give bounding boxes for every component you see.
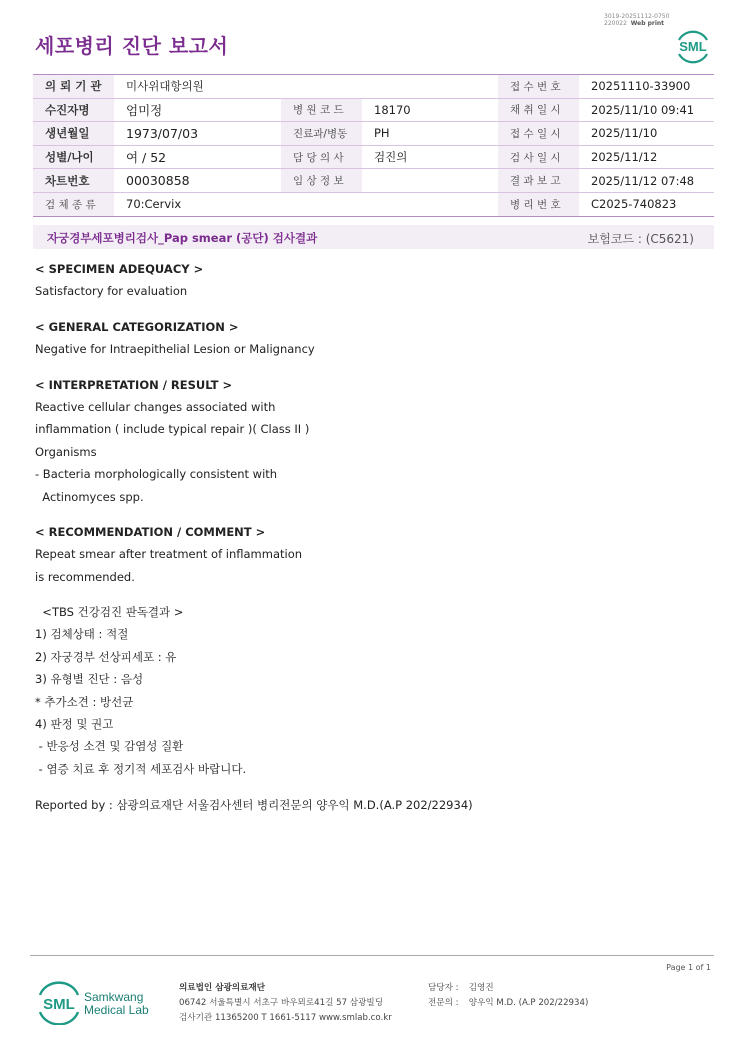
samkwang-logo-icon: [36, 981, 156, 1025]
label-birth-date: 생년월일: [33, 122, 114, 146]
interpretation-line: Reactive cellular changes associated with: [35, 399, 276, 414]
value-pathology-number: C2025-740823: [579, 192, 714, 216]
insurance-code: 보험코드 : (C5621): [587, 232, 694, 246]
label-clinical-info: 임 상 정 보: [281, 169, 362, 193]
value-birth-date: 1973/07/03: [114, 122, 281, 146]
value-physician: 검진의: [362, 145, 498, 169]
report-title: 세포병리 진단 보고서: [35, 34, 229, 58]
page-number: Page 1 of 1: [666, 963, 711, 972]
test-name: 자궁경부세포병리검사_Pap smear (공단) 검사결과: [47, 231, 318, 245]
tbs-line: - 반응성 소견 및 감염성 질환: [35, 739, 184, 754]
org-address: 06742 서울특별시 서초구 바우뫼로41길 57 삼광빌딩: [179, 998, 383, 1008]
specimen-adequacy-header: < SPECIMEN ADEQUACY >: [35, 262, 204, 276]
tbs-line: - 염증 치료 후 정기적 세포검사 바랍니다.: [35, 761, 247, 776]
tbs-line: 3) 유형별 진단 : 음성: [35, 672, 144, 687]
sml-logo-icon: [674, 27, 712, 65]
label-collection-time: 채 취 일 시: [498, 98, 579, 122]
webprint-line1: 3019-20251112-0750: [604, 13, 670, 20]
footer-logo-text: SML: [43, 996, 75, 1013]
footer-logo-name1: Samkwang: [84, 990, 144, 1004]
general-categorization-text: Negative for Intraepithelial Lesion or Malignancy: [35, 342, 315, 357]
label-specimen-type: 검 체 종 류: [33, 192, 114, 216]
label-department: 진료과/병동: [281, 122, 362, 146]
recommendation-header: < RECOMMENDATION / COMMENT >: [35, 524, 266, 539]
table-row: [33, 98, 714, 122]
label-receipt-date: 접 수 일 시: [498, 122, 579, 146]
specialist-label: 전문의 :: [428, 998, 459, 1008]
interpretation-header: < INTERPRETATION / RESULT >: [35, 377, 233, 392]
org-name: 의료법인 삼광의료재단: [179, 983, 266, 993]
table-row: [33, 169, 714, 193]
webprint-tag: Web print: [630, 20, 665, 27]
manager-value: 김영진: [468, 983, 494, 993]
table-row: [33, 122, 714, 146]
tbs-line: 4) 판정 및 권고: [35, 717, 114, 732]
value-clinical-info: [362, 169, 498, 193]
org-contact: 검사기관 11365200 T 1661-5117 www.smlab.co.kr: [179, 1013, 392, 1023]
logo-text: SML: [679, 39, 707, 54]
tbs-line: * 추가소견 : 방선균: [35, 694, 134, 709]
report-body: [35, 258, 715, 817]
interpretation-line: - Bacteria morphologically consistent with: [35, 467, 278, 482]
value-hospital-code: 18170: [362, 98, 498, 122]
web-print-stamp: [604, 13, 669, 27]
label-accession-number: 접 수 번 호: [498, 75, 579, 99]
footer-logo-name2: Medical Lab: [84, 1003, 149, 1017]
recommendation-line: is recommended.: [35, 569, 135, 584]
manager-label: 담당자 :: [428, 983, 459, 993]
value-department: PH: [362, 122, 498, 146]
tbs-line: <TBS 건강검진 판독결과 >: [35, 605, 184, 620]
general-categorization-header: < GENERAL CATEGORIZATION >: [35, 319, 239, 334]
reported-by: Reported by : 삼광의료재단 서울검사센터 병리전문의 양우익 M.D.(A.P 202/22934): [35, 798, 473, 813]
value-sex-age: 여 / 52: [114, 145, 281, 169]
recommendation-line: Repeat smear after treatment of inflammation: [35, 547, 303, 562]
footer-divider: [30, 955, 714, 956]
value-accession-number: 20251110-33900: [579, 75, 714, 99]
specialist-value: 양우익 M.D. (A.P 202/22934): [468, 998, 589, 1008]
interpretation-line: Organisms: [35, 444, 97, 459]
label-report-time: 결 과 보 고: [498, 169, 579, 193]
value-receipt-date: 2025/11/10: [579, 122, 714, 146]
value-chart-number: 00030858: [114, 169, 281, 193]
value-patient-name: 엄미정: [114, 98, 281, 122]
table-row: [33, 192, 714, 216]
interpretation-line: Actinomyces spp.: [35, 489, 144, 504]
value-report-time: 2025/11/12 07:48: [579, 169, 714, 193]
tbs-line: 2) 자궁경부 선상피세포 : 유: [35, 649, 177, 664]
table-row: [33, 145, 714, 169]
specimen-adequacy-text: Satisfactory for evaluation: [35, 284, 188, 299]
value-specimen-type: 70:Cervix: [114, 192, 498, 216]
webprint-line2: 220022: [604, 20, 627, 27]
label-test-date: 검 사 일 시: [498, 145, 579, 169]
label-requesting-institution: 의 뢰 기 관: [33, 75, 114, 99]
footer-organization: [179, 981, 392, 1026]
patient-info-table: [33, 74, 714, 217]
label-pathology-number: 병 리 번 호: [498, 192, 579, 216]
table-row: [33, 75, 714, 99]
value-collection-time: 2025/11/10 09:41: [579, 98, 714, 122]
value-requesting-institution: 미사위대항의원: [114, 75, 498, 99]
tbs-line: 1) 검체상태 : 적절: [35, 627, 129, 642]
label-hospital-code: 병 원 코 드: [281, 98, 362, 122]
interpretation-line: inflammation ( include typical repair )( Class II ): [35, 422, 310, 437]
label-patient-name: 수진자명: [33, 98, 114, 122]
label-sex-age: 성별/나이: [33, 145, 114, 169]
label-chart-number: 차트번호: [33, 169, 114, 193]
footer-staff: [428, 981, 588, 1011]
value-test-date: 2025/11/12: [579, 145, 714, 169]
label-physician: 담 당 의 사: [281, 145, 362, 169]
